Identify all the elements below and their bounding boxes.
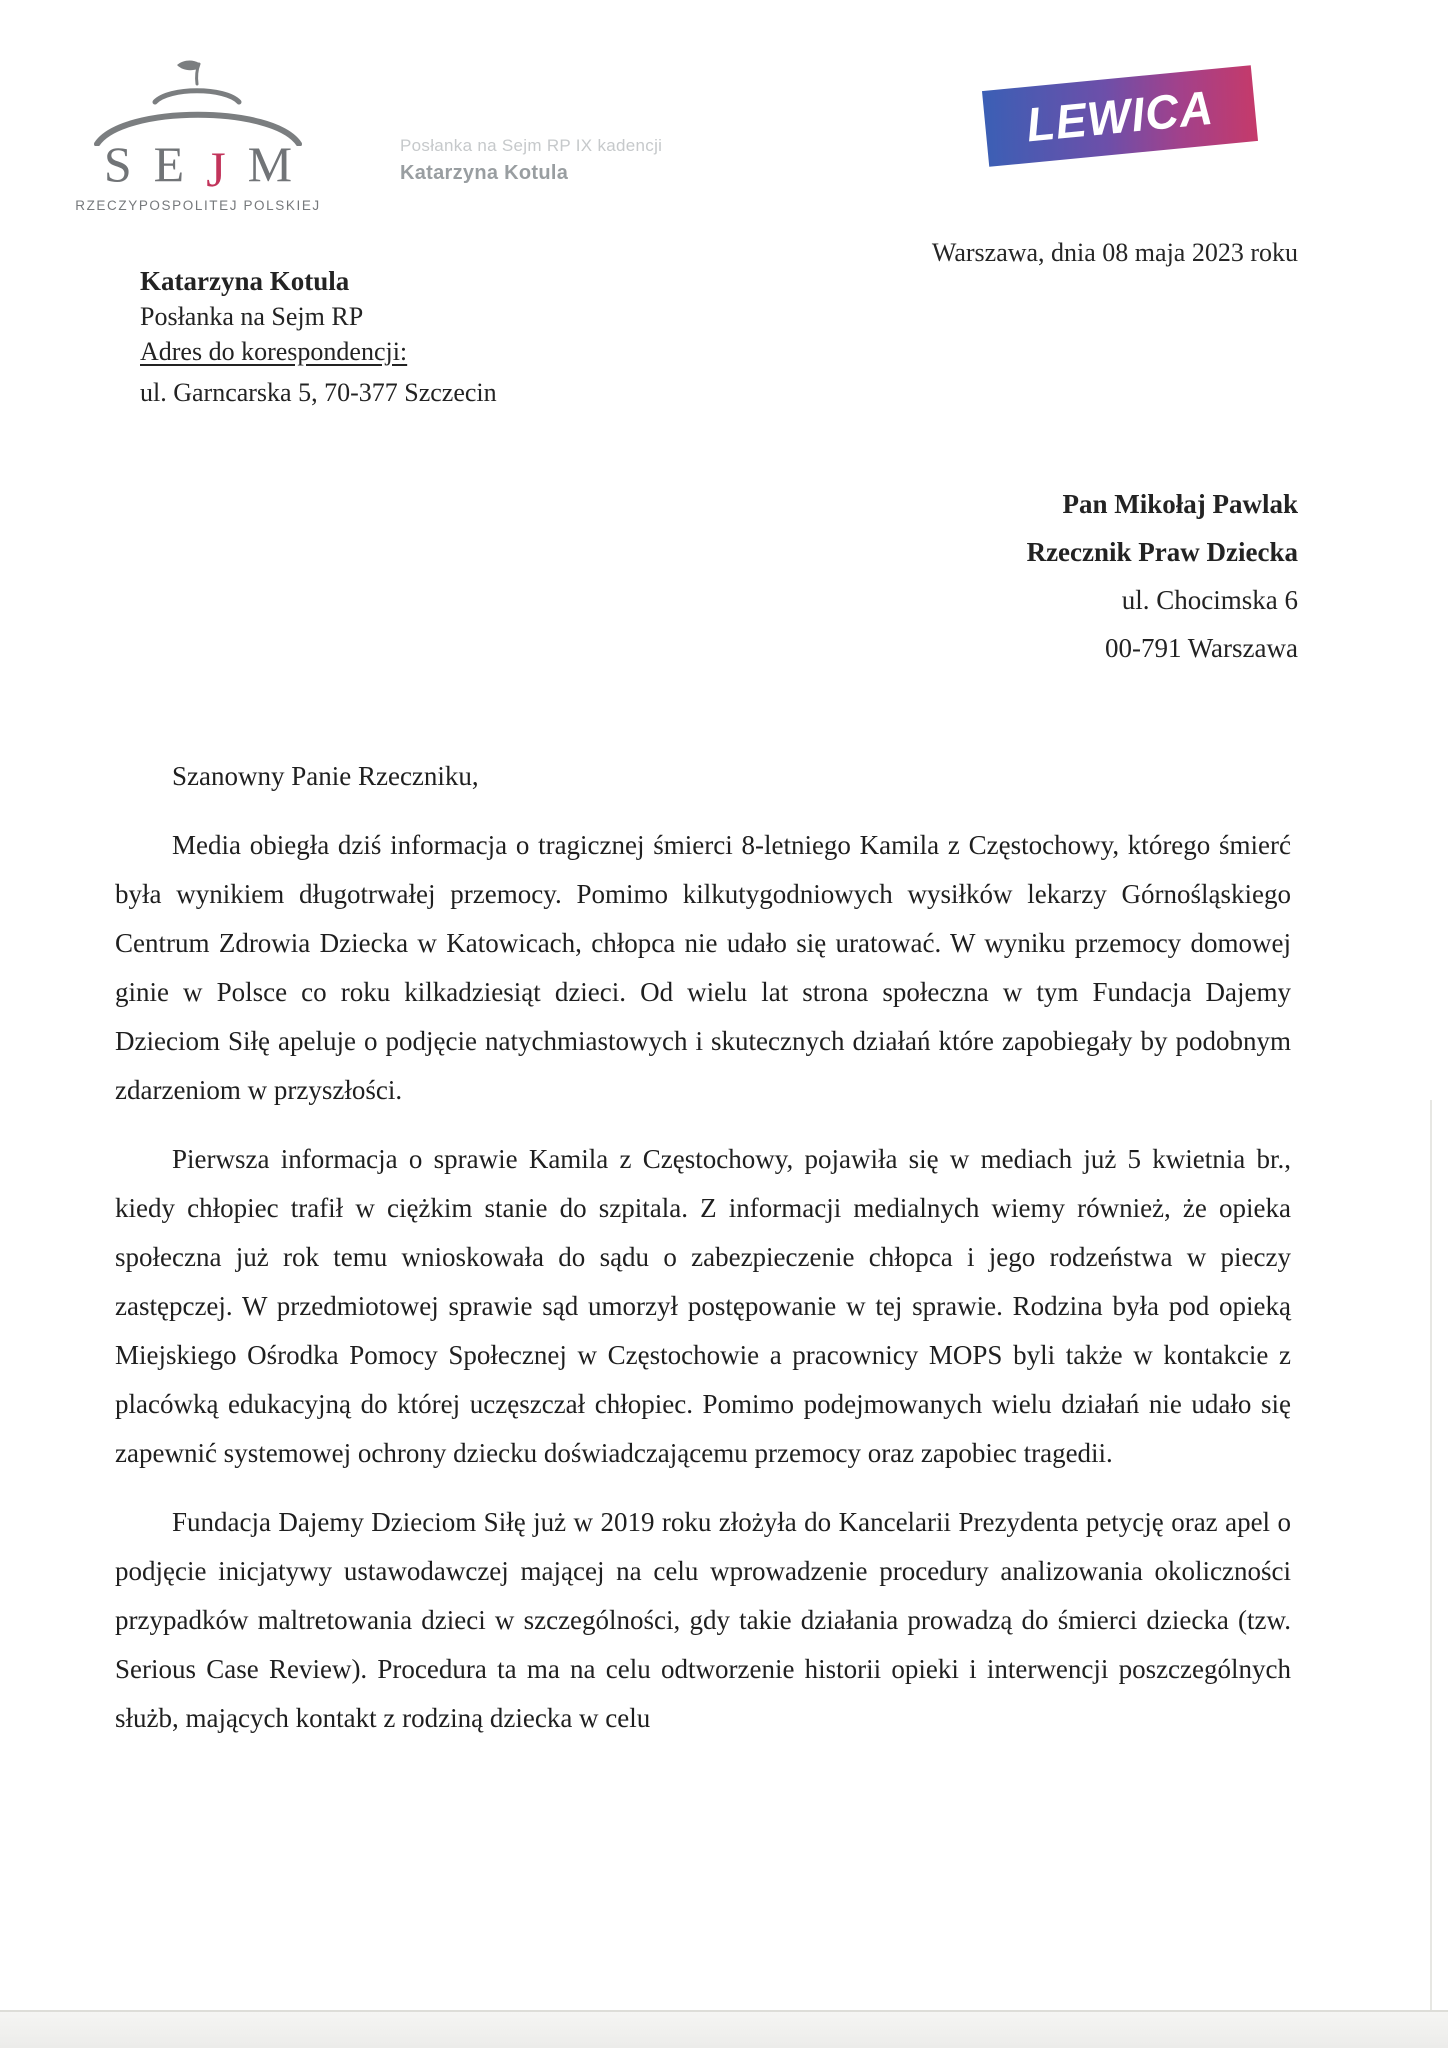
sender-address: ul. Garncarska 5, 70-377 Szczecin [140,378,497,407]
date-line: Warszawa, dnia 08 maja 2023 roku [931,238,1298,267]
sejm-letter-j: J [206,141,226,197]
scan-page-bottom-edge [0,2010,1448,2048]
letter-body [115,752,1291,1763]
recipient-city: 00-791 Warszawa [1104,633,1298,663]
paragraph-3: Fundacja Dajemy Dzieciom Siłę już w 2019 roku złożyła do Kancelarii Prezydenta petycję oraz apel o podjęcie inicjatywy ustawodawczej mającej na celu wprowadzenie procedury analizowania okoliczności przypadków maltretowania dzieci w szczególności, gdy takie działania prowadzą do śmierci dziecka (tzw. Serious Case Review). Procedura ta ma na celu odtworzenie historii opieki i interwencji poszczególnych służb, mających kontakt z rodziną dziecka w celu [115,1507,1291,1733]
sejm-letter-e: E [153,136,185,192]
sejm-logo [75,56,321,213]
deputy-caption-name: Katarzyna Kotula [400,162,569,184]
deputy-caption-role: Posłanka na Sejm RP IX kadencji [400,136,663,155]
sender-address-label: Adres do korespondencji: [140,337,408,366]
sender-title: Posłanka na Sejm RP [140,302,364,331]
paragraph-1: Media obiegła dziś informacja o tragicznej śmierci 8-letniego Kamila z Częstochowy, którego śmierć była wynikiem długotrwałej przemocy. Pomimo kilkutygodniowych wysiłków lekarzy Górnośląskiego Centrum Zdrowia Dziecka w Katowicach, chłopca nie udało się uratować. W wyniku przemocy domowej ginie w Polsce co roku kilkadziesiąt dzieci. Od wielu lat strona społeczna w tym Fundacja Dajemy Dzieciom Siłę apeluje o podjęcie natychmiastowych i skutecznych działań które zapobiegały by podobnym zdarzeniom w przyszłości. [115,830,1291,1105]
recipient-block [1027,480,1298,672]
recipient-street: ul. Chocimska 6 [1121,585,1298,615]
sejm-dome-flag-icon [91,56,305,146]
lewica-logo [982,65,1258,167]
sender-block [140,264,497,410]
sejm-letter-s: S [103,136,132,192]
recipient-name: Pan Mikołaj Pawlak [1062,489,1298,519]
lewica-wordmark: LEWICA [1024,80,1216,152]
sejm-subtitle: RZECZYPOSPOLITEJ POLSKIEJ [75,198,321,213]
salutation: Szanowny Panie Rzeczniku, [172,761,479,791]
sejm-letter-m: M [247,136,293,192]
recipient-title: Rzecznik Praw Dziecka [1026,537,1298,567]
deputy-caption [400,136,662,185]
scan-page-right-edge [1430,1100,1432,2048]
sejm-wordmark [103,136,293,197]
sender-name: Katarzyna Kotula [140,266,350,296]
paragraph-2: Pierwsza informacja o sprawie Kamila z Częstochowy, pojawiła się w mediach już 5 kwietnia br., kiedy chłopiec trafił w ciężkim stanie do szpitala. Z informacji medialnych wiemy również, że opieka społeczna już rok temu wnioskowała do sądu o zabezpieczenie chłopca i jego rodzeństwa w pieczy zastępczej. W przedmiotowej sprawie sąd umorzył postępowanie w tej sprawie. Rodzina była pod opieką Miejskiego Ośrodka Pomocy Społecznej w Częstochowie a pracownicy MOPS byli także w kontakcie z placówką edukacyjną do której uczęszczał chłopiec. Pomimo podejmowanych wielu działań nie udało się zapewnić systemowej ochrony dziecku doświadczającemu przemocy oraz zapobiec tragedii. [115,1144,1291,1468]
